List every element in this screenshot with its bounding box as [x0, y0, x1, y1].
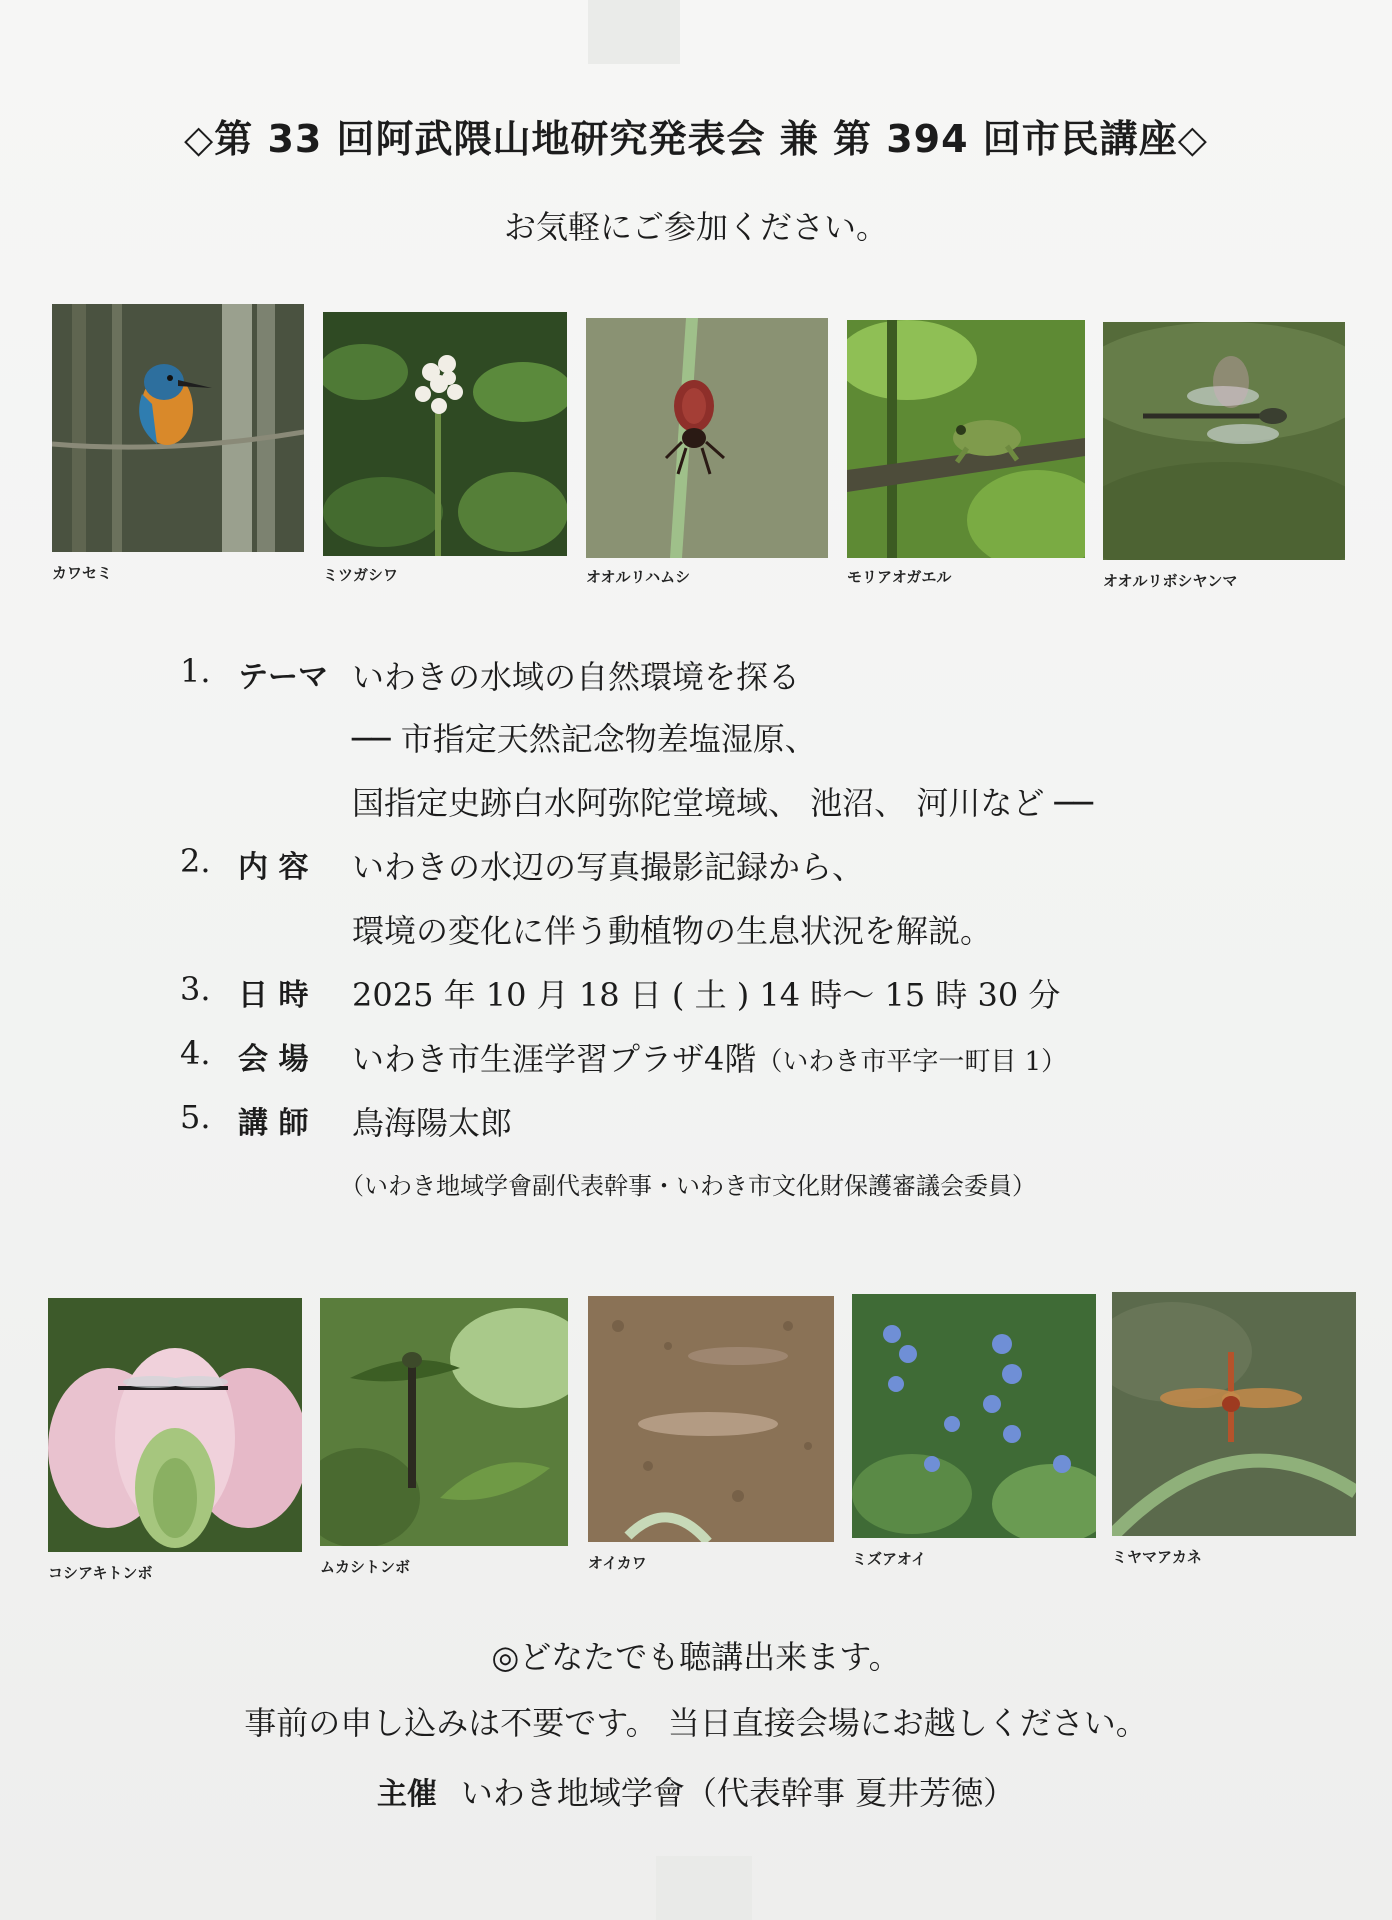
datetime-value: 2025 年 10 月 18 日 ( 土 ) 14 時〜 15 時 30 分 [352, 976, 1061, 1014]
organizer-label: 主催 [376, 1777, 437, 1812]
tape-strip-bottom [656, 1856, 752, 1920]
photo-caption: ミズアオイ [852, 1550, 927, 1568]
bogbean-image [323, 312, 567, 556]
organizer-value: いわき地域学會（代表幹事 夏井芳徳） [460, 1774, 1016, 1812]
photo-caption: ムカシトンボ [320, 1558, 411, 1576]
dragonfly-leaves-image [320, 1298, 568, 1546]
lotus-dragonfly-image [48, 1298, 302, 1552]
content-line-1: いわきの水辺の写真撮影記録から、 [352, 848, 865, 886]
photo-caption: コシアキトンボ [48, 1564, 153, 1582]
photo-caption: ミヤマアカネ [1112, 1548, 1202, 1566]
detail-label: テーマ [238, 660, 328, 695]
venue-name: いわき市生涯学習プラザ4階 [352, 1040, 757, 1078]
fish-image [588, 1296, 834, 1542]
theme-line-3: 国指定史跡白水阿弥陀堂境域、 池沼、 河川など ── [352, 784, 1094, 822]
detail-number: 4. [180, 1034, 211, 1072]
theme-line-2: ── 市指定天然記念物差塩湿原、 [352, 720, 817, 758]
photo-caption: オオルリハムシ [586, 568, 691, 586]
detail-number: 3. [180, 970, 211, 1008]
photo-caption: モリアオガエル [847, 568, 952, 586]
page-subtitle: お気軽にご参加ください。 [503, 208, 888, 246]
lecturer-role: （いわき地域学會副代表幹事・いわき市文化財保護審議会委員） [340, 1172, 1036, 1200]
photo-caption: オオルリボシヤンマ [1103, 572, 1238, 590]
detail-label: 会 場 [238, 1042, 309, 1077]
photo-caption: ミツガシワ [323, 566, 399, 584]
detail-label: 日 時 [238, 978, 309, 1013]
photo-row-bottom [0, 1290, 1392, 1590]
detail-label: 講 師 [238, 1106, 309, 1141]
theme-line-1: いわきの水域の自然環境を探る [352, 658, 801, 696]
red-dragonfly-image [1112, 1292, 1356, 1536]
page-title: ◇第 33 回阿武隈山地研究発表会 兼 第 394 回市民講座◇ [183, 117, 1209, 161]
leaf-beetle-image [586, 318, 828, 558]
content-line-2: 環境の変化に伴う動植物の生息状況を解説。 [352, 912, 993, 950]
dragonfly-hover-image [1103, 322, 1345, 560]
detail-number: 1. [180, 652, 211, 690]
photo-caption: カワセミ [52, 564, 113, 582]
kingfisher-image [52, 304, 304, 552]
detail-number: 2. [180, 842, 211, 880]
detail-theme [180, 652, 1330, 696]
footer-note-1: ◎どなたでも聴講出来ます。 [491, 1638, 901, 1676]
venue-value [352, 1034, 1067, 1080]
footer-note-2: 事前の申し込みは不要です。 当日直接会場にお越しください。 [244, 1704, 1148, 1742]
detail-lecturer-role [340, 1164, 1036, 1202]
detail-label: 内 容 [238, 850, 309, 885]
tape-strip-top [588, 0, 680, 64]
blue-flowers-image [852, 1294, 1096, 1538]
detail-number: 5. [180, 1098, 211, 1136]
photo-caption: オイカワ [588, 1554, 647, 1572]
venue-address: （いわき市平字一町目 1） [756, 1047, 1068, 1077]
footer-organizer [0, 1768, 1392, 1814]
lecturer-name: 鳥海陽太郎 [352, 1104, 513, 1142]
tree-frog-image [847, 320, 1085, 558]
photo-row-top [0, 302, 1392, 602]
